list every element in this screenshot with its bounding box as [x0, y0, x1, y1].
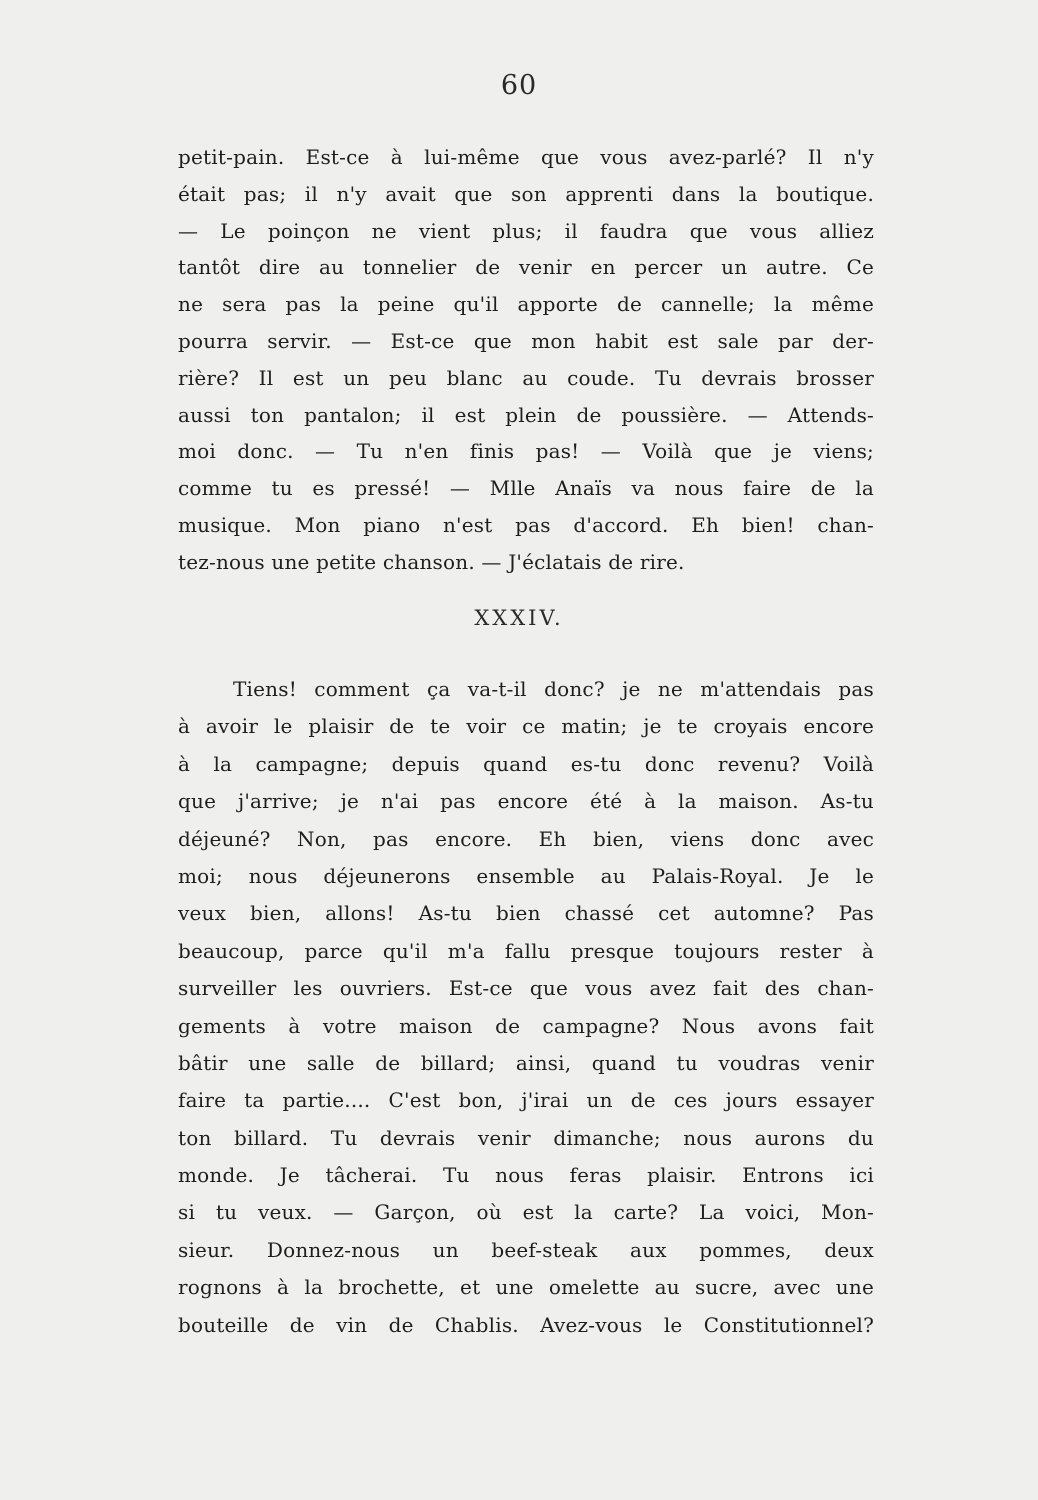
- text-line: que j'arrive; je n'ai pas encore été à la maison. As-tu: [178, 789, 874, 814]
- text-line: si tu veux. — Garçon, où est la carte? La voici, Mon-: [178, 1200, 874, 1225]
- text-line: Tiens! comment ça va-t-il donc? je ne m'attendais pas: [233, 677, 874, 701]
- text-line: rognons à la brochette, et une omelette au sucre, avec une: [178, 1275, 874, 1300]
- text-line: petit-pain. Est-ce à lui-même que vous avez-parlé? Il n'y: [178, 145, 874, 169]
- page-number: 60: [500, 70, 538, 101]
- text-line: beaucoup, parce qu'il m'a fallu presque toujours rester à: [178, 938, 874, 963]
- text-line: à avoir le plaisir de te voir ce matin; je te croyais encore: [178, 714, 874, 739]
- text-line: tez-nous une petite chanson. — J'éclatais de rire.: [178, 549, 685, 574]
- text-line: musique. Mon piano n'est pas d'accord. Eh bien! chan-: [178, 512, 874, 537]
- paragraph-continued: [178, 139, 874, 581]
- text-line: bouteille de vin de Chablis. Avez-vous le Constitutionnel?: [178, 1312, 874, 1337]
- text-line: — Le poinçon ne vient plus; il faudra que vous alliez: [178, 218, 874, 243]
- text-line: à la campagne; depuis quand es-tu donc revenu? Voilà: [178, 751, 874, 776]
- section-heading: XXXIV.: [474, 606, 564, 630]
- text-line: était pas; il n'y avait que son apprenti dans la boutique.: [178, 181, 874, 206]
- text-line: ton billard. Tu devrais venir dimanche; nous aurons du: [178, 1125, 874, 1150]
- text-line: monde. Je tâcherai. Tu nous feras plaisir. Entrons ici: [178, 1163, 874, 1188]
- text-line: sieur. Donnez-nous un beef-steak aux pommes, deux: [178, 1237, 874, 1262]
- text-line: surveiller les ouvriers. Est-ce que vous avez fait des chan-: [178, 976, 874, 1001]
- text-line: faire ta partie.... C'est bon, j'irai un de ces jours essayer: [178, 1088, 874, 1113]
- text-line: pourra servir. — Est-ce que mon habit est sale par der-: [178, 328, 874, 353]
- text-line: comme tu es pressé! — Mlle Anaïs va nous faire de la: [178, 476, 874, 501]
- text-line: ne sera pas la peine qu'il apporte de cannelle; la même: [178, 292, 874, 317]
- paragraph-section: [178, 671, 874, 1344]
- text-line: bâtir une salle de billard; ainsi, quand tu voudras venir: [178, 1050, 874, 1075]
- text-line: rière? Il est un peu blanc au coude. Tu devrais brosser: [178, 365, 874, 390]
- text-line: moi donc. — Tu n'en finis pas! — Voilà que je viens;: [178, 439, 874, 464]
- text-line: déjeuné? Non, pas encore. Eh bien, viens donc avec: [178, 826, 874, 851]
- text-line: tantôt dire au tonnelier de venir en percer un autre. Ce: [178, 255, 874, 280]
- text-line: gements à votre maison de campagne? Nous avons fait: [178, 1013, 874, 1038]
- text-line: moi; nous déjeunerons ensemble au Palais-Royal. Je le: [178, 863, 874, 888]
- text-line: veux bien, allons! As-tu bien chassé cet automne? Pas: [178, 901, 874, 926]
- text-line: aussi ton pantalon; il est plein de poussière. — Attends-: [178, 402, 874, 427]
